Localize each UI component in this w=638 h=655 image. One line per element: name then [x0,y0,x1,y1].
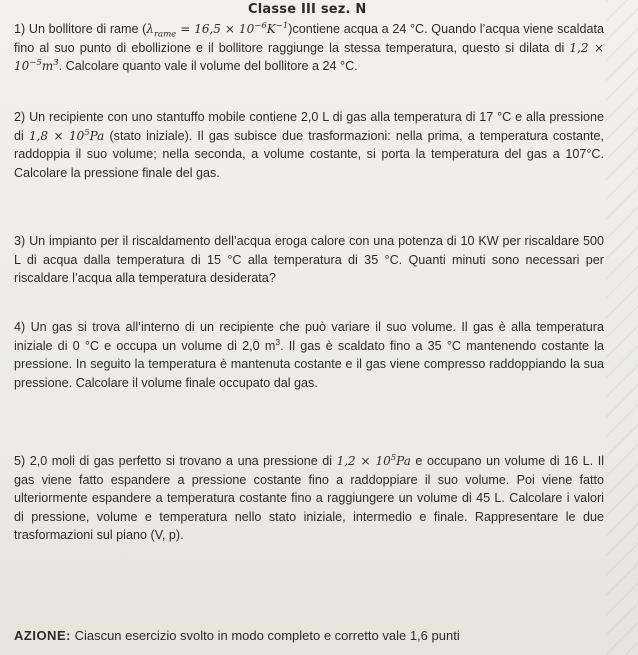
exercise-number: 2) [14,110,26,124]
exercise-text: )contiene acqua a 24 °C. Quando l’acqua viene scaldata fino al suo punto di ebollizione e il bollitore raggiunge la stessa temperatura, questo si dilata di [14,22,604,55]
exercise-4 [14,318,604,392]
exercise-text: Un gas si trova all’interno di un recipiente che può variare il suo volume. Il gas è alla temperatura iniziale di 0 °C e occupa un volume di 2,0 m [14,320,605,353]
exercise-number: 1) [14,22,26,36]
exercise-1 [14,20,604,76]
exercise-text: e occupano un volume di 16 L. Il gas viene fatto espandere a pressione costante fino a raddoppiare il suo volume. Poi viene fatto ulteriormente espandere a temperatura costante fino a raggiungere un volume di 45 L. Calcolare i valori di pressione, volume e temperatura nello stato iniziale, intermedio e finale. Rappresentare le due trasformazioni sul piano (V, p). [14,454,604,543]
exercise-text: Un bollitore di rame ( [28,22,147,36]
math-pressure: $1,8 \times 10^5Pa$ [28,127,105,143]
exercise-number: 3) [14,234,26,248]
exercise-text: (stato iniziale). Il gas subisce due trasformazioni: nella prima, a temperatura costante, raddoppia il suo volume; nella seconda, a volume costante, si porta la temperatura del gas a 107°C. Calcolare la pressione finale del gas. [14,128,604,180]
math-dilation: $1,2 \times 10^{-5}m^3$ [14,40,604,74]
note-label: AZIONE: [14,628,71,643]
exercise-text: 2,0 moli di gas perfetto si trovano a una pressione di [29,454,337,468]
note-text: Ciascun esercizio svolto in modo completo e corretto vale 1,6 punti [70,628,460,643]
math-pressure: $1,2 \times 10^5Pa$ [336,453,411,468]
exercise-2 [14,108,604,182]
exercise-text: Un impianto per il riscaldamento dell’acqua eroga calore con una potenza di 10 KW per riscaldare 500 L di acqua dalla temperatura di 15 °C alla temperatura di 35 °C. Quanti minuti sono necessari per riscaldare l’acqua alla temperatura desiderata? [14,234,604,286]
math-lambda: $\lambda_{rame} = 16,5 \times 10^{-6}K^{-1}$ [146,21,289,40]
exponent: 3 [275,336,281,347]
page-edge-shadow [606,0,638,655]
exercise-text: Un recipiente con uno stantuffo mobile contiene 2,0 L di gas alla temperatura di 17 °C e alla pressione di [14,110,605,143]
exercise-text: . Calcolare quanto vale il volume del bollitore a 24 °C. [58,59,358,74]
exercise-text: . Il gas è scaldato fino a 35 °C mantenendo costante la pressione. In seguito la temperatura è mantenuta costante e il gas viene compresso raddoppiando la sua pressione. Calcolare il volume finale occupato dal gas. [14,338,604,390]
exercise-3 [14,232,604,288]
page-title: Classe III sez. N [248,2,367,17]
exercise-number: 4) [14,320,26,334]
exercise-number: 5) [14,454,26,468]
scoring-note [14,628,634,643]
exercise-5 [14,452,604,545]
